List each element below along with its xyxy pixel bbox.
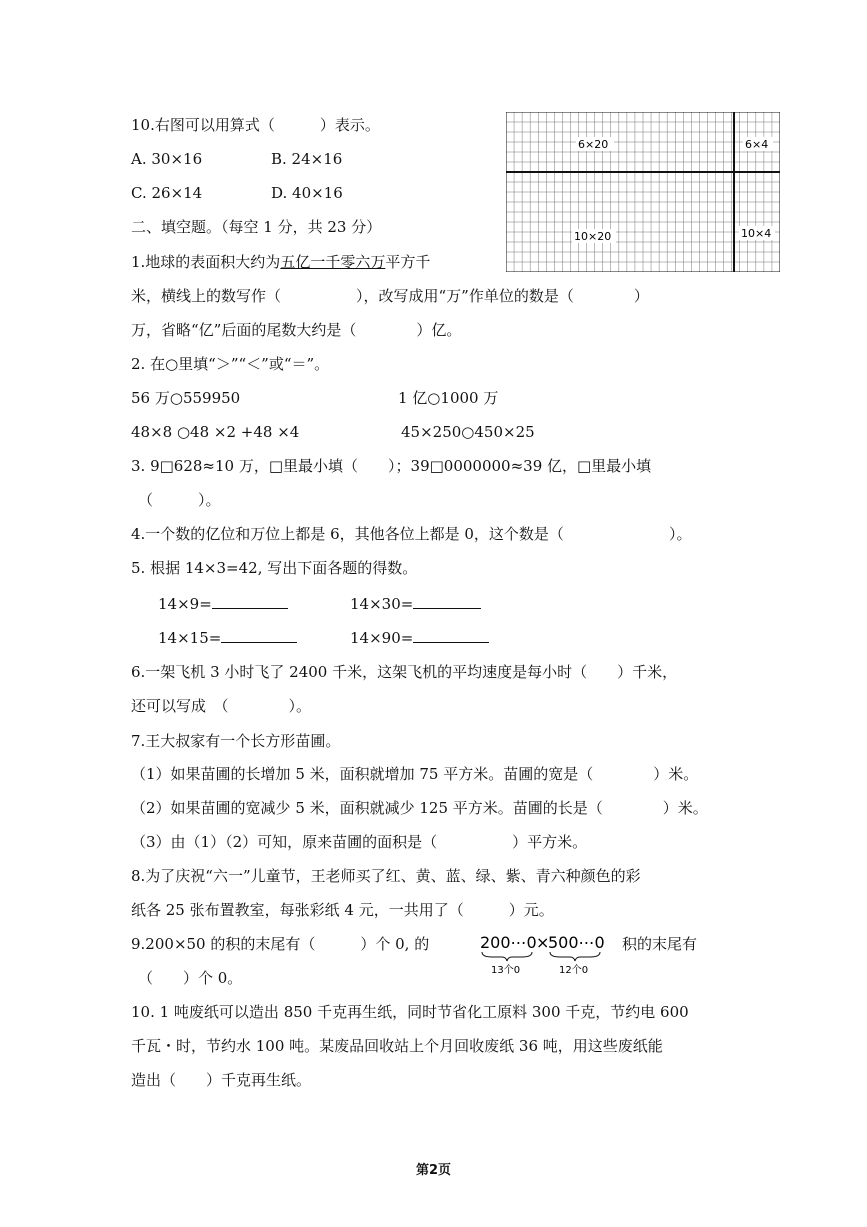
- answer-line: [221, 628, 297, 643]
- option-c: C. 26×14: [131, 184, 203, 202]
- section-title: 二、填空题。（每空 1 分，共 23 分）: [131, 218, 382, 236]
- option-d: D. 40×16: [271, 184, 343, 202]
- q1-underlined-number: 五亿一千零六万: [280, 253, 386, 271]
- q1-line1: [131, 252, 430, 272]
- q10-line3: 造出（ ）千克再生纸。: [131, 1071, 312, 1089]
- answer-line: [413, 594, 481, 609]
- q1-text-b: 平方千: [385, 253, 431, 271]
- q5-expr: 14×9=: [158, 595, 212, 613]
- q5-expr: 14×15=: [158, 629, 222, 647]
- expr-right: 500⋯0: [548, 933, 605, 952]
- q5-item-2: [350, 594, 481, 614]
- expr-left: 200⋯0: [480, 933, 537, 952]
- q1-text-a: 1.地球的表面积大约为: [131, 253, 281, 271]
- q1-line2: 米，横线上的数写作（ ），改写成用“万”作单位的数是（ ）: [131, 287, 649, 305]
- option-b: B. 24×16: [271, 150, 343, 168]
- brace-left-label: 13个0: [491, 965, 521, 976]
- q9-line1-end: 积的末尾有: [622, 935, 698, 953]
- q1-line3: 万，省略“亿”后面的尾数大约是（ ）亿。: [131, 321, 462, 339]
- q2-r2a: 48×8 ○48 ×2 +48 ×4: [131, 423, 300, 441]
- q5-item-3: [158, 628, 297, 648]
- grid-figure: [506, 112, 780, 272]
- q10-line2: 千瓦・时，节约水 100 吨。某废品回收站上个月回收废纸 36 吨，用这些废纸能: [131, 1037, 663, 1055]
- answer-line: [413, 628, 489, 643]
- q8-line1: 8.为了庆祝“六一”儿童节，王老师买了红、黄、蓝、绿、紫、青六种颜色的彩: [131, 867, 641, 885]
- q3-line1: 3. 9□628≈10 万，□里最小填（ ）；39□0000000≈39 亿，□里最小填: [131, 457, 652, 475]
- label-10x20: 10×20: [574, 230, 612, 243]
- label-6x20: 6×20: [578, 138, 609, 151]
- grid-lines: [506, 112, 780, 272]
- q2-stem: 2. 在○里填“＞”“＜”或“＝”。: [131, 355, 330, 373]
- q9-expression: [478, 930, 618, 976]
- q7-sub2: （2）如果苗圃的宽减少 5 米，面积就减少 125 平方米。苗圃的长是（ ）米。: [131, 799, 708, 817]
- q10-stem: 10.右图可以用算式（ ）表示。: [131, 116, 380, 134]
- q4: 4.一个数的亿位和万位上都是 6，其他各位上都是 0，这个数是（ ）。: [131, 525, 692, 543]
- q7-stem: 7.王大叔家有一个长方形苗圃。: [131, 732, 341, 750]
- q5-item-4: [350, 628, 489, 648]
- label-6x4: 6×4: [745, 138, 769, 151]
- q5-item-1: [158, 594, 288, 614]
- q2-r1a: 56 万○559950: [131, 389, 241, 407]
- label-10x4: 10×4: [741, 227, 772, 240]
- q2-r1b: 1 亿○1000 万: [398, 389, 499, 407]
- q6-line1: 6.一架飞机 3 小时飞了 2400 千米，这架飞机的平均速度是每小时（ ）千米，: [131, 663, 678, 681]
- q5-expr: 14×30=: [350, 595, 414, 613]
- q7-sub3: （3）由（1）（2）可知，原来苗圃的面积是（ ）平方米。: [131, 833, 588, 851]
- q7-sub1: （1）如果苗圃的长增加 5 米，面积就增加 75 平方米。苗圃的宽是（ ）米。: [131, 765, 699, 783]
- expr-times: ×: [536, 933, 550, 952]
- page-number: 第2页: [415, 1163, 452, 1178]
- q10-line1: 10. 1 吨废纸可以造出 850 千克再生纸，同时节省化工原料 300 千克，节约电 600: [131, 1003, 689, 1021]
- q5-expr: 14×90=: [350, 629, 414, 647]
- brace-right: [550, 952, 600, 961]
- q9-line2: （ ）个 0。: [138, 969, 243, 987]
- brace-left: [482, 952, 532, 961]
- brace-right-label: 12个0: [559, 965, 589, 976]
- q3-line2: （ ）。: [138, 491, 221, 509]
- q6-line2: 还可以写成 （ ）。: [131, 697, 312, 715]
- answer-line: [212, 594, 288, 609]
- q8-line2: 纸各 25 张布置教室，每张彩纸 4 元，一共用了（ ）元。: [131, 901, 554, 919]
- q2-r2b: 45×250○450×25: [401, 423, 535, 441]
- q5-stem: 5. 根据 14×3=42, 写出下面各题的得数。: [131, 559, 418, 577]
- option-a: A. 30×16: [131, 150, 203, 168]
- q9-line1: 9.200×50 的积的末尾有（ ）个 0, 的: [131, 935, 430, 953]
